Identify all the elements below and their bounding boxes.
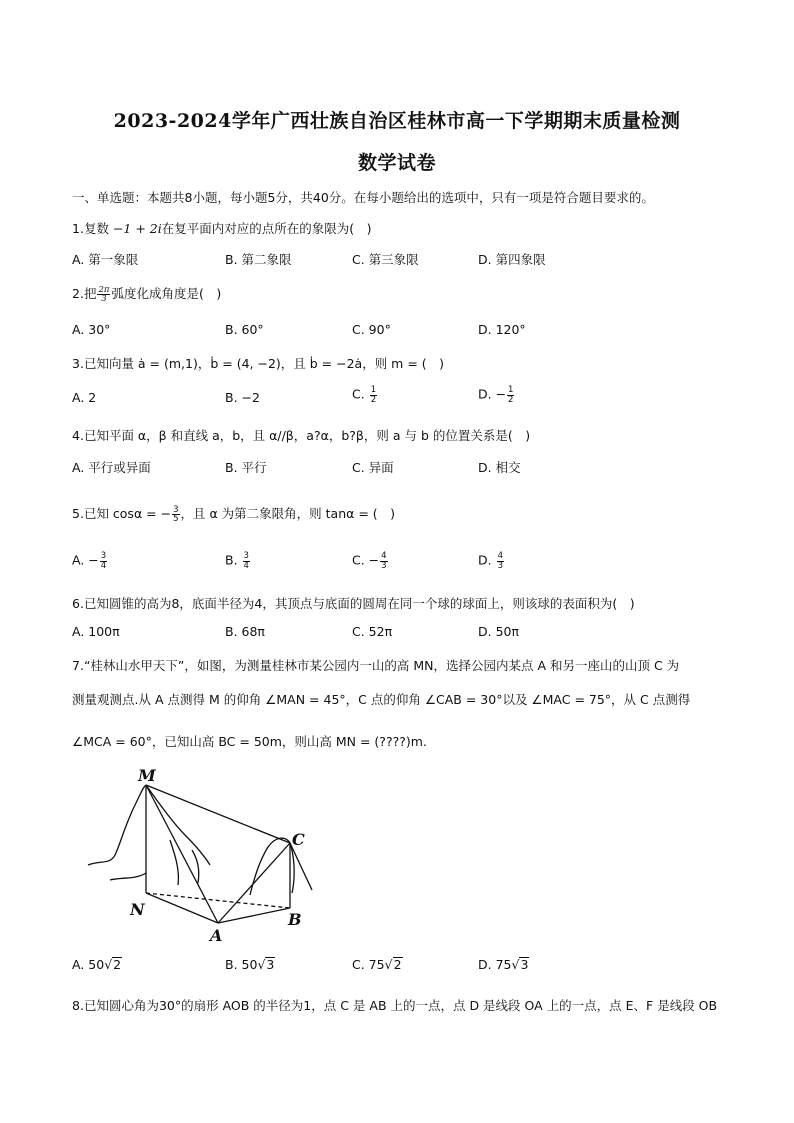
segment-ma <box>146 785 218 923</box>
q2-option-d: D. 120° <box>478 322 526 337</box>
label-c: C <box>292 830 305 849</box>
q1-option-c: C. 第三象限 <box>352 252 419 267</box>
q3-option-c: C. $\frac{1}{2}$ <box>352 385 377 405</box>
section-heading: 一、单选题：本题共8小题，每小题5分，共40分。在每小题给出的选项中，只有一项是符合题目要求的。 <box>72 190 654 205</box>
q1-option-b: B. 第二象限 <box>225 252 292 267</box>
q6-option-b: B. 68π <box>225 624 265 639</box>
question-7-line-3: ∠MCA = 60°，已知山高 BC = 50m，则山高 MN = (????)m. <box>72 734 427 749</box>
label-n: N <box>130 900 145 919</box>
q7-option-c: C. 75√2 <box>352 957 402 972</box>
segment-na <box>146 893 218 923</box>
q2-option-c: C. 90° <box>352 322 391 337</box>
q3-option-b: B. −2 <box>225 390 260 405</box>
left-mountain-slope <box>146 785 210 865</box>
question-5-stem: 5.已知 cosα = − $\frac{3}{5}$ ，且 α 为第二象限角，则 tanα = ( ) <box>72 504 396 524</box>
q7-option-b: B. 50√3 <box>225 957 275 972</box>
q7-option-d: D. 75√3 <box>478 957 529 972</box>
q3-option-a: A. 2 <box>72 390 97 405</box>
q6-option-c: C. 52π <box>352 624 393 639</box>
q3-option-d: D. − $\frac{1}{2}$ <box>478 385 514 405</box>
segment-nb-dashed <box>146 893 290 908</box>
q2-option-b: B. 60° <box>225 322 264 337</box>
q6-option-a: A. 100π <box>72 624 120 639</box>
q5-option-d: D. $\frac{4}{3}$ <box>478 551 504 571</box>
q7-option-a: A. 50√2 <box>72 957 122 972</box>
question-3-stem: 3.已知向量 ȧ = (m,1)，ḃ = (4, −2)，且 ḃ = −2ȧ，则 m = ( ) <box>72 356 445 371</box>
q6-option-d: D. 50π <box>478 624 520 639</box>
question-6-stem: 6.已知圆锥的高为8，底面半径为4，其顶点与底面的圆周在同一个球的球面上，则该球的表面积为( ) <box>72 596 635 611</box>
q4-option-d: D. 相交 <box>478 460 521 475</box>
q5-option-a: A. − $\frac{3}{4}$ <box>72 551 107 571</box>
q1-option-a: A. 第一象限 <box>72 252 139 267</box>
q5-option-c: C. − $\frac{4}{3}$ <box>352 551 387 571</box>
q4-option-b: B. 平行 <box>225 460 267 475</box>
left-mountain-base <box>110 873 146 880</box>
exam-title: 2023-2024学年广西壮族自治区桂林市高一下学期期末质量检测 <box>113 110 681 132</box>
q1-option-d: D. 第四象限 <box>478 252 546 267</box>
question-7-line-2: 测量观测点.从 A 点测得 M 的仰角 ∠MAN = 45°，C 点的仰角 ∠CAB = 30°以及 ∠MAC = 75°，从 C 点测得 <box>72 692 691 707</box>
question-2-stem: 2.把 $\frac{2\pi}{3}$ 弧度化成角度是( ) <box>72 284 222 304</box>
mountain-ridge-2 <box>192 850 199 883</box>
mountain-ridge-1 <box>170 840 178 885</box>
label-b: B <box>288 910 302 929</box>
question-4-stem: 4.已知平面 α，β 和直线 a，b，且 α//β，a?α，b?β，则 a 与 b 的位置关系是( ) <box>72 428 531 443</box>
mountain-figure <box>80 765 320 945</box>
q4-option-c: C. 异面 <box>352 460 394 475</box>
q4-option-a: A. 平行或异面 <box>72 460 151 475</box>
q2-option-a: A. 30° <box>72 322 111 337</box>
question-8-stem: 8.已知圆心角为30°的扇形 AOB 的半径为1，点 C 是 AB 上的一点，点 D 是线段 OA 上的一点，点 E、F 是线段 OB <box>72 998 718 1013</box>
left-mountain-contour <box>88 785 146 865</box>
label-a: A <box>210 926 223 945</box>
label-m: M <box>138 766 156 785</box>
question-7-line-1: 7.“桂林山水甲天下”，如图，为测量桂林市某公园内一山的高 MN，选择公园内某点 A 和另一座山的山顶 C 为 <box>72 658 680 673</box>
q5-option-b: B. $\frac{3}{4}$ <box>225 551 249 571</box>
exam-subtitle: 数学试卷 <box>357 152 436 174</box>
question-1-stem: 1.复数 −1 + 2i在复平面内对应的点所在的象限为( ) <box>72 221 372 236</box>
segment-ac <box>218 843 290 923</box>
